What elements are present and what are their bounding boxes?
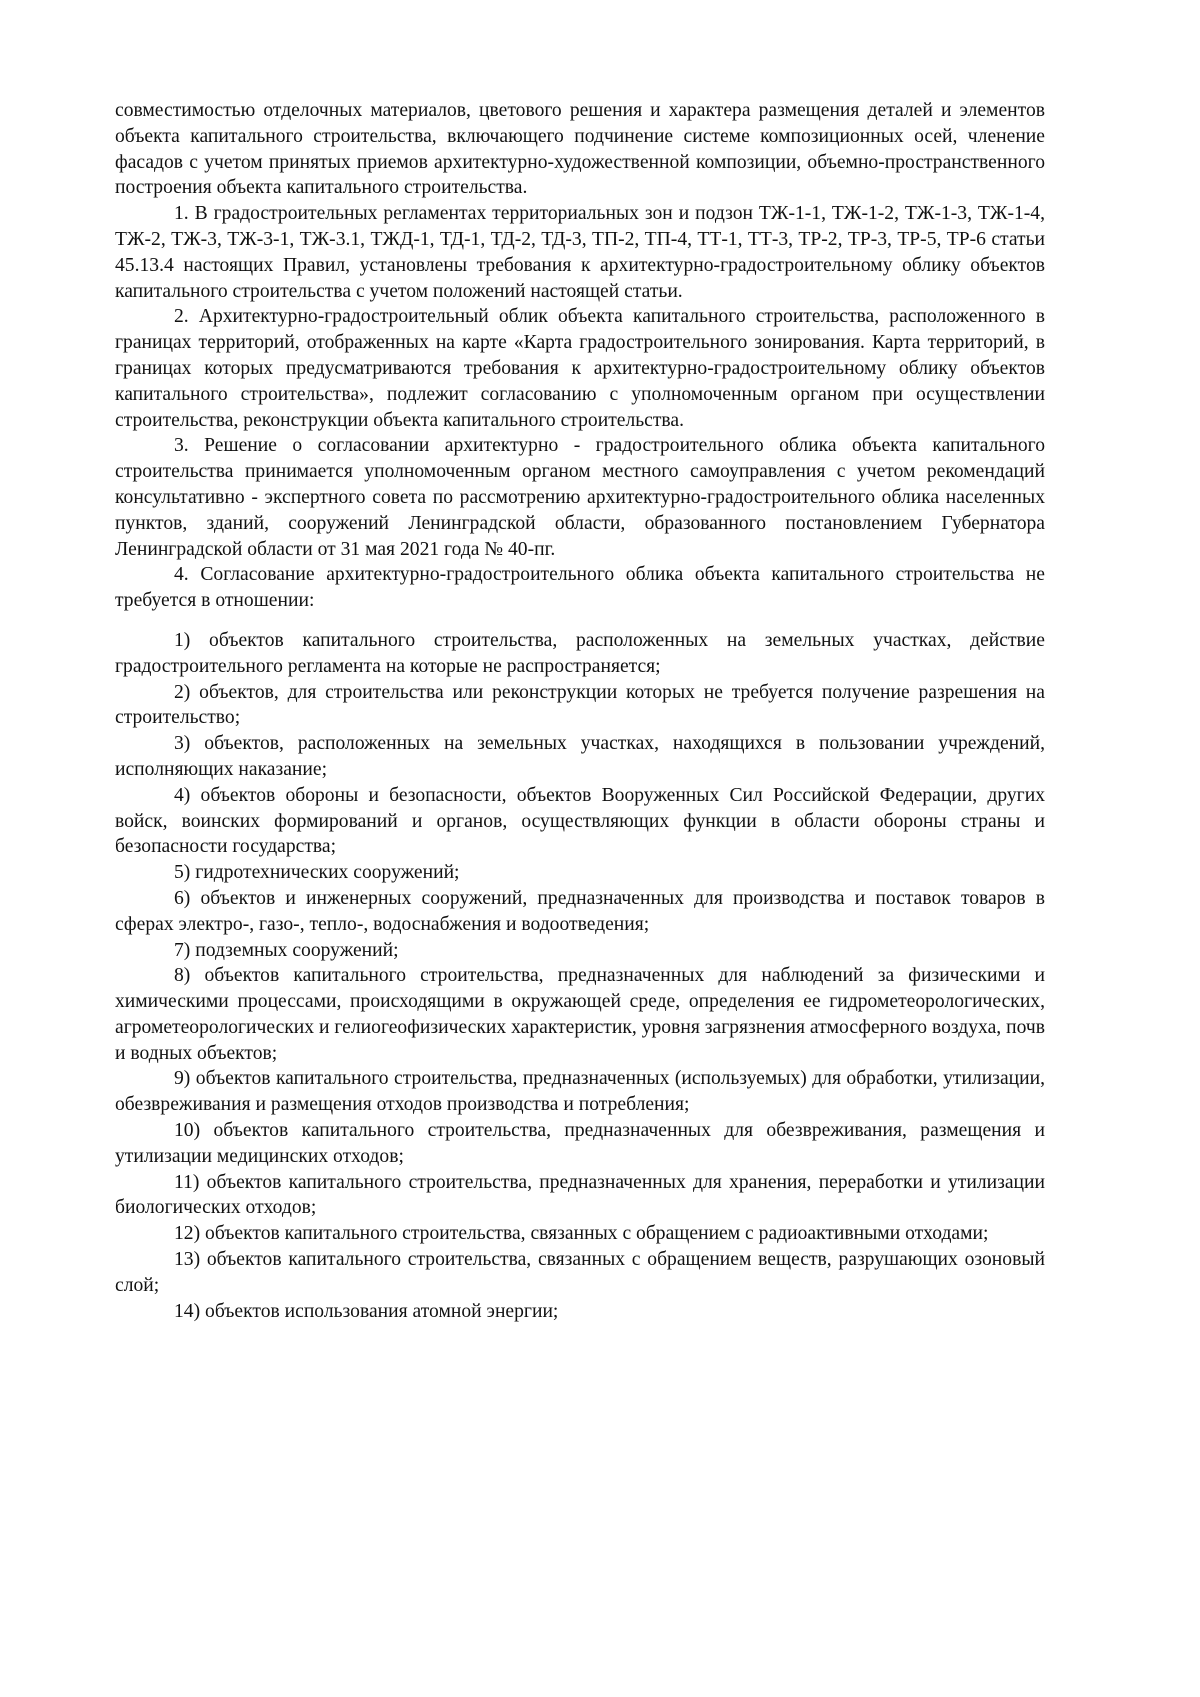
list-item-10: 10) объектов капитального строительства, предназначенных для обезвреживания, размещения и утилизации медицинских отходов; — [115, 1120, 1045, 1167]
paragraph-gap — [115, 614, 1045, 628]
list-item-4: 4) объектов обороны и безопасности, объектов Вооруженных Сил Российской Федерации, других войск, воинских формирований и органов, осуществляющих функции в области обороны страны и безопасности государства; — [115, 784, 1045, 858]
list-item-8: 8) объектов капитального строительства, предназначенных для наблюдений за физическими и химическими процессами, происходящими в окружающей среде, определения ее гидрометеорологических, агрометеорологических и гелиогеофизических характеристик, уровня загрязнения атмосферного воздуха, почв и водных объектов; — [115, 965, 1045, 1064]
section-2: 2. Архитектурно-градостроительный облик объекта капитального строительства, расположенного в границах территорий, отображенных на карте «Карта градостроительного зонирования. Карта территорий, в границах которых предусматриваются требования к архитектурно-градостроительному облику объектов капитального строительства», подлежит согласованию с уполномоченным органом при осуществлении строительства, реконструкции объекта капитального строительства. — [115, 306, 1045, 431]
document-page — [115, 98, 1045, 1324]
list-item-13: 13) объектов капитального строительства, связанных с обращением веществ, разрушающих озоновый слой; — [115, 1249, 1045, 1296]
list-item-6: 6) объектов и инженерных сооружений, предназначенных для производства и поставок товаров в сферах электро-, газо-, тепло-, водоснабжения и водоотведения; — [115, 887, 1045, 935]
list-item-2: 2) объектов, для строительства или реконструкции которых не требуется получение разрешения на строительство; — [115, 681, 1045, 729]
list-item-1: 1) объектов капитального строительства, расположенных на земельных участках, действие градостроительного регламента на которые не распространяется; — [115, 629, 1045, 677]
list-item-9: 9) объектов капитального строительства, предназначенных (используемых) для обработки, утилизации, обезвреживания и размещения отходов производства и потребления; — [115, 1068, 1045, 1116]
list-item-11: 11) объектов капитального строительства, предназначенных для хранения, переработки и утилизации биологических отходов; — [115, 1171, 1045, 1219]
list-item-7: 7) подземных сооружений; — [174, 939, 399, 961]
section-1: 1. В градостроительных регламентах территориальных зон и подзон ТЖ-1-1, ТЖ-1-2, ТЖ-1-3, ТЖ-1-4, ТЖ-2, ТЖ-3, ТЖ-3-1, ТЖ-3.1, ТЖД-1, ТД-1, ТД-2, ТД-3, ТП-2, ТП-4, ТТ-1, ТТ-3, ТР-2, ТР-3, ТР-5, ТР-6 статьи 45.13.4 настоящих Правил, установлены требования к архитектурно-градостроительному облику объектов капитального строительства с учетом положений настоящей статьи. — [115, 203, 1045, 302]
list-item-3: 3) объектов, расположенных на земельных участках, находящихся в пользовании учреждений, исполняющих наказание; — [115, 733, 1045, 780]
intro-paragraph: совместимостью отделочных материалов, цветового решения и характера размещения деталей и элементов объекта капитального строительства, включающего подчинение системе композиционных осей, членение фасадов с учетом принятых приемов архитектурно-художественной композиции, объемно-пространственного построения объекта капитального строительства. — [115, 100, 1045, 199]
list-item-14: 14) объектов использования атомной энергии; — [174, 1300, 559, 1322]
list-item-5: 5) гидротехнических сооружений; — [174, 862, 460, 884]
section-3: 3. Решение о согласовании архитектурно - градостроительного облика объекта капитального строительства принимается уполномоченным органом местного самоуправления с учетом рекомендаций консультативно - экспертного совета по рассмотрению архитектурно-градостроительного облика населенных пунктов, зданий, сооружений Ленинградской области, образованного постановлением Губернатора Ленинградской области от 31 мая 2021 года № 40-пг. — [115, 435, 1045, 560]
list-item-12: 12) объектов капитального строительства, связанных с обращением с радиоактивными отходами; — [174, 1223, 989, 1245]
section-4: 4. Согласование архитектурно-градостроительного облика объекта капитального строительства не требуется в отношении: — [115, 564, 1045, 612]
